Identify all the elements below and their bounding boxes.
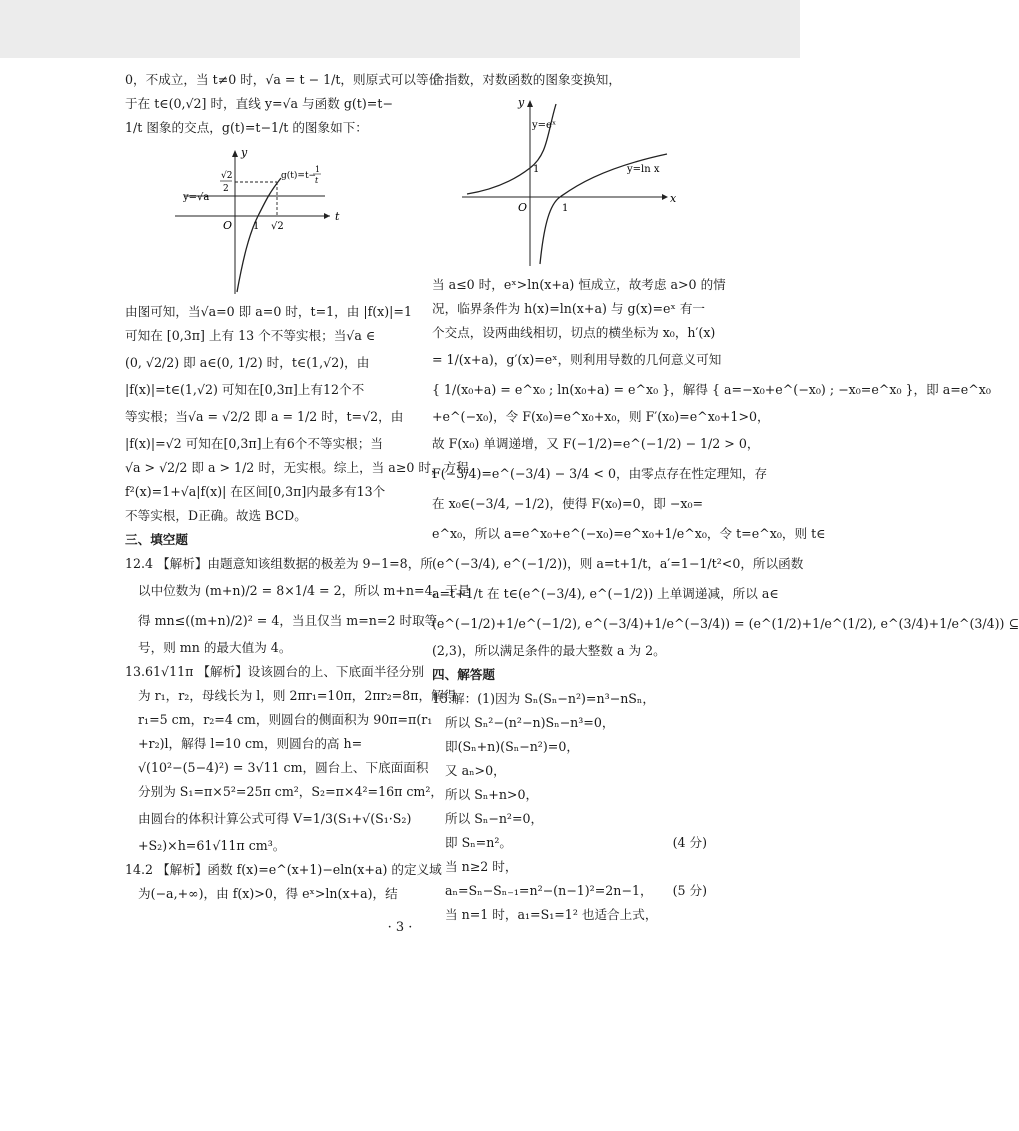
page-top-band — [0, 0, 800, 58]
section-heading-fill-blank: 三、填空题 — [125, 532, 188, 547]
text-line: 又 aₙ>0， — [445, 763, 506, 778]
text-line: 等实根；当√a = √2/2 即 a = 1/2 时，t=√2，由 — [125, 409, 404, 424]
figure-exp-ln — [432, 94, 707, 269]
text-line — [432, 831, 707, 855]
text-line: √(10²−(5−4)²) = 3√11 cm，圆台上、下底面面积 — [138, 760, 429, 775]
text-line: (0, √2/2) 即 a∈(0, 1/2) 时，t∈(1,√2)，由 — [125, 355, 370, 370]
text-line: 由圆台的体积计算公式可得 V=1/3(S₁+√(S₁·S₂) — [138, 811, 412, 826]
text-line: 分别为 S₁=π×5²=25π cm²，S₂=π×4²=16π cm²， — [138, 784, 444, 799]
text-line: 不等实根，D正确。故选 BCD。 — [125, 508, 307, 523]
text-line: 为 r₁，r₂，母线长为 l，则 2πr₁=10π，2πr₂=8π，解得 — [138, 688, 457, 703]
y-tick-denominator: 2 — [223, 184, 229, 194]
right-column — [432, 68, 1019, 927]
text-line: 当 a≤0 时，eˣ>ln(x+a) 恒成立，故考虑 a>0 的情 — [432, 277, 726, 292]
text-line: (2,3)，所以满足条件的最大整数 a 为 2。 — [432, 643, 666, 658]
text-line: f²(x)=1+√a|f(x)| 在区间[0,3π]内最多有13个 — [125, 484, 386, 499]
text-line: +e^(−x₀)，令 F(x₀)=e^x₀+x₀，则 F′(x₀)=e^x₀+1>0， — [432, 409, 770, 424]
curve-label-num: 1 — [315, 165, 321, 174]
ln-label: y=ln x — [627, 164, 660, 175]
page-number: · 3 · — [387, 920, 413, 935]
text-line: 由图可知，当√a=0 即 a=0 时，t=1，由 |f(x)|=1 — [125, 304, 412, 319]
text-line: 为(−a,+∞)，由 f(x)>0，得 eˣ>ln(x+a)，结 — [138, 886, 398, 901]
text-line: |f(x)|=√2 可知在[0,3π]上有6个不等实根；当 — [125, 436, 383, 451]
curve-label-den: t — [315, 176, 319, 185]
tick-sqrt2: √2 — [271, 221, 284, 232]
text-line: 于在 t∈(0,√2] 时，直线 y=√a 与函数 g(t)=t− — [125, 96, 393, 111]
line-label: y=√a — [183, 192, 210, 203]
text-line: √a > √2/2 即 a > 1/2 时，无实根。综上，当 a≥0 时，方程 — [125, 460, 469, 475]
figure-g-of-t — [125, 144, 400, 296]
text-line: (e^(−3/4), e^(−1/2))，则 a=t+1/t，a′=1−1/t²<0，所以函数 — [432, 556, 804, 571]
text-line: 1/t 图象的交点，g(t)=t−1/t 的图象如下： — [125, 120, 368, 135]
text-line: 况，临界条件为 h(x)=ln(x+a) 与 g(x)=eˣ 有一 — [432, 301, 706, 316]
text-line: 号，则 mn 的最大值为 4。 — [138, 640, 292, 655]
t-axis-label: t — [335, 210, 340, 223]
y-axis-label: y — [241, 146, 248, 159]
origin-label: O — [223, 219, 233, 232]
curve-label: g(t)=t− — [281, 171, 317, 181]
text-line: 14.2 【解析】函数 f(x)=e^(x+1)−eln(x+a) 的定义域 — [125, 862, 442, 877]
text-line: 故 F(x₀) 单调递增，又 F(−1/2)=e^(−1/2) − 1/2 > 0， — [432, 436, 760, 451]
text-line: 15.解：(1)因为 Sₙ(Sₙ−n²)=n³−nSₙ， — [432, 691, 655, 706]
text-span: 即 Sₙ=n²。 — [445, 835, 512, 850]
origin-label: O — [518, 201, 528, 214]
text-line: 13.61√11π 【解析】设该圆台的上、下底面半径分别 — [125, 664, 425, 679]
text-line: 所以 Sₙ²−(n²−n)Sₙ−n³=0， — [445, 715, 615, 730]
x-axis-label: x — [670, 192, 677, 205]
text-line — [432, 879, 707, 903]
curve-g — [237, 178, 281, 292]
text-line: r₁=5 cm，r₂=4 cm，则圆台的侧面积为 90π=π(r₁ — [138, 712, 433, 727]
text-line: 所以 Sₙ−n²=0， — [445, 811, 544, 826]
score-mark: (4 分) — [672, 835, 707, 850]
x-one-label: 1 — [562, 203, 569, 214]
text-line: 合指数，对数函数的图象变换知， — [432, 72, 621, 87]
text-line: a=t+1/t 在 t∈(e^(−3/4), e^(−1/2)) 上单调递减，所以 a∈ — [432, 586, 779, 601]
text-line: +S₂)×h=61√11π cm³。 — [138, 838, 286, 853]
curve-exp — [467, 104, 556, 194]
text-line: 个交点，设两曲线相切，切点的横坐标为 x₀，h′(x) — [432, 325, 716, 340]
text-line: 即(Sₙ+n)(Sₙ−n²)=0， — [445, 739, 579, 754]
text-line: 在 x₀∈(−3/4, −1/2)，使得 F(x₀)=0，即 −x₀= — [432, 496, 704, 511]
exp-label: y=eˣ — [532, 120, 557, 131]
section-heading-solutions: 四、解答题 — [432, 667, 495, 682]
tick-one: 1 — [253, 221, 260, 232]
text-line: { 1/(x₀+a) = e^x₀ ; ln(x₀+a) = e^x₀ }，解得 { a=−x₀+e^(−x₀) ; −x₀=e^x₀ }，即 a=e^x₀ — [432, 382, 991, 397]
score-mark: (5 分) — [672, 883, 707, 898]
text-line: 12.4 【解析】由题意知该组数据的极差为 9−1=8，所 — [125, 556, 433, 571]
text-line: 可知在 [0,3π] 上有 13 个不等实根；当√a ∈ — [125, 328, 376, 343]
text-line: |f(x)|=t∈(1,√2) 可知在[0,3π]上有12个不 — [125, 382, 365, 397]
text-line: 以中位数为 (m+n)/2 = 8×1/4 = 2，所以 m+n=4，于是 — [138, 583, 471, 598]
text-line: 当 n=1 时，a₁=S₁=1² 也适合上式， — [445, 907, 658, 922]
text-line: e^x₀，所以 a=e^x₀+e^(−x₀)=e^x₀+1/e^x₀，令 t=e^x₀，则 t∈ — [432, 526, 826, 541]
text-line: F(−3/4)=e^(−3/4) − 3/4 < 0，由零点存在性定理知，存 — [432, 466, 768, 481]
text-span: aₙ=Sₙ−Sₙ₋₁=n²−(n−1)²=2n−1， — [445, 883, 653, 898]
y-one-label: 1 — [533, 164, 540, 175]
text-line: 当 n≥2 时， — [445, 859, 518, 874]
y-axis-label: y — [518, 96, 525, 109]
text-line: 0，不成立，当 t≠0 时，√a = t − 1/t，则原式可以等价 — [125, 72, 442, 87]
text-line: 所以 Sₙ+n>0， — [445, 787, 539, 802]
text-line: 得 mn≤((m+n)/2)² = 4，当且仅当 m=n=2 时取等 — [138, 613, 438, 628]
y-tick-numerator: √2 — [221, 171, 233, 181]
text-line: (e^(−1/2)+1/e^(−1/2), e^(−3/4)+1/e^(−3/4)) = (e^(1/2)+1/e^(1/2), e^(3/4)+1/e^(3/4)) ⊆ — [432, 616, 1019, 631]
text-line: +r₂)l，解得 l=10 cm，则圆台的高 h= — [138, 736, 363, 751]
text-line: = 1/(x+a)，g′(x)=eˣ，则利用导数的几何意义可知 — [432, 352, 722, 367]
